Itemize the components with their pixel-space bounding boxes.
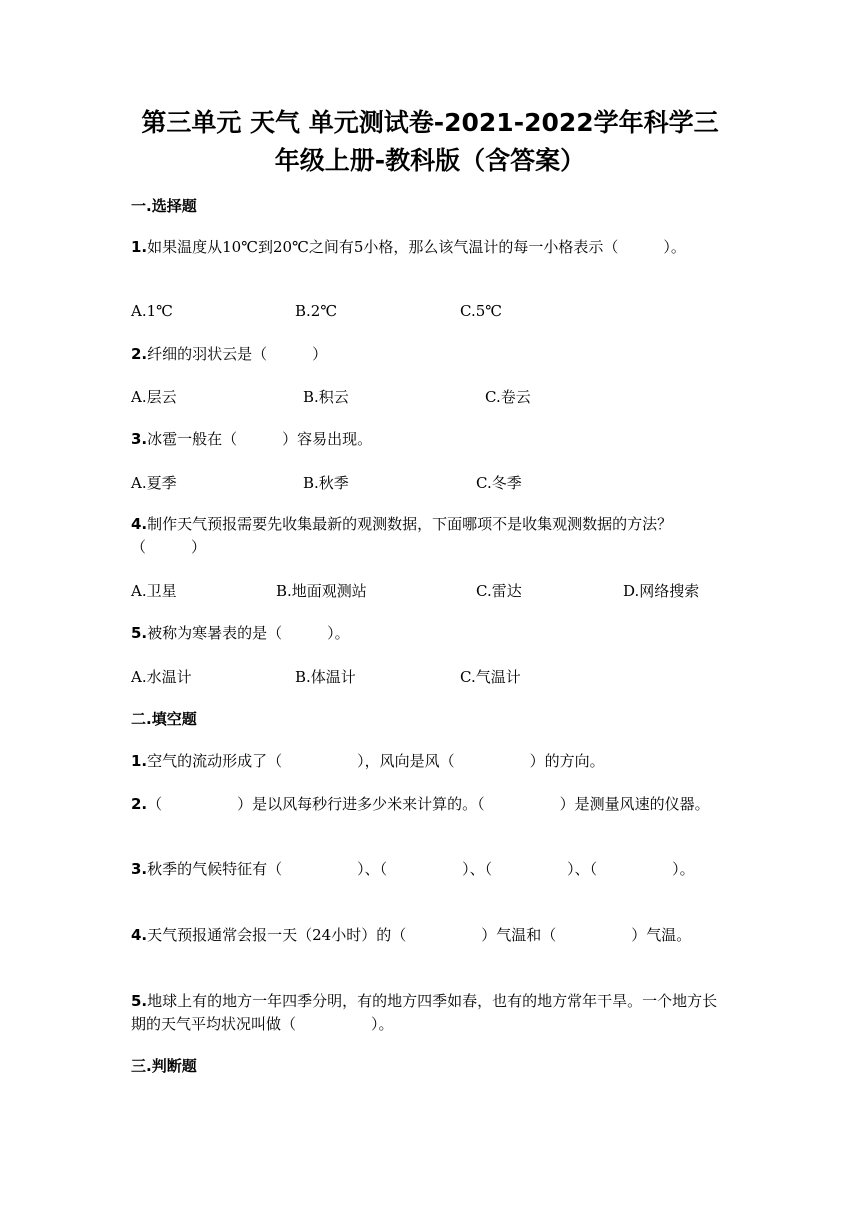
question-number: 4. bbox=[131, 515, 148, 533]
choice-question-4 bbox=[131, 513, 731, 559]
option-a: A.卫星 bbox=[131, 582, 177, 600]
title-line-1: 第三单元 天气 单元测试卷-2021-2022学年科学三 bbox=[141, 108, 719, 137]
question-text: 纤细的羽状云是（ ） bbox=[147, 345, 328, 363]
question-number: 1. bbox=[131, 238, 148, 256]
option-a: A.1℃ bbox=[131, 302, 173, 320]
section-heading-fill: 二.填空题 bbox=[131, 710, 197, 728]
fill-question-1 bbox=[131, 750, 731, 773]
title-line-2: 年级上册-教科版（含答案） bbox=[274, 146, 586, 175]
option-b: B.体温计 bbox=[295, 668, 356, 686]
question-number: 5. bbox=[131, 992, 148, 1010]
question-number: 3. bbox=[131, 860, 148, 878]
question-number: 5. bbox=[131, 624, 148, 642]
fill-question-2 bbox=[131, 793, 731, 816]
fill-question-5 bbox=[131, 990, 731, 1036]
option-c: C.气温计 bbox=[460, 668, 521, 686]
option-d: D.网络搜索 bbox=[623, 582, 700, 600]
option-c: C.卷云 bbox=[485, 388, 531, 406]
question-text: （ ）是以风每秒行进多少米来计算的。（ ）是测量风速的仪器。 bbox=[147, 795, 710, 813]
question-text: 冰雹一般在（ ）容易出现。 bbox=[147, 430, 373, 448]
page-title bbox=[70, 104, 790, 180]
choice-question-5 bbox=[131, 622, 731, 645]
choice-question-1 bbox=[131, 236, 731, 259]
question-text: 天气预报通常会报一天（24小时）的（ ）气温和（ ）气温。 bbox=[147, 926, 692, 944]
option-c: C.冬季 bbox=[476, 474, 522, 492]
section-heading-judge: 三.判断题 bbox=[131, 1057, 197, 1075]
option-b: B.秋季 bbox=[303, 474, 349, 492]
option-b: B.积云 bbox=[303, 388, 349, 406]
question-number: 1. bbox=[131, 752, 148, 770]
section-heading-choice: 一.选择题 bbox=[131, 197, 197, 215]
question-text: 制作天气预报需要先收集最新的观测数据，下面哪项不是收集观测数据的方法？（ ） bbox=[131, 515, 673, 556]
question-text: 空气的流动形成了（ ），风向是风（ ）的方向。 bbox=[147, 752, 605, 770]
question-text: 地球上有的地方一年四季分明，有的地方四季如春，也有的地方常年干旱。一个地方长期的天气平均状况叫做（ ）。 bbox=[131, 992, 718, 1033]
option-a: A.水温计 bbox=[131, 668, 192, 686]
fill-question-3 bbox=[131, 858, 731, 881]
question-text: 秋季的气候特征有（ ）、（ ）、（ ）、（ ）。 bbox=[147, 860, 695, 878]
fill-question-4 bbox=[131, 924, 731, 947]
question-number: 2. bbox=[131, 345, 148, 363]
option-c: C.雷达 bbox=[476, 582, 522, 600]
question-text: 被称为寒暑表的是（ ）。 bbox=[147, 624, 350, 642]
choice-question-3 bbox=[131, 428, 731, 451]
choice-question-2 bbox=[131, 343, 731, 366]
question-number: 2. bbox=[131, 795, 148, 813]
option-a: A.夏季 bbox=[131, 474, 177, 492]
question-number: 4. bbox=[131, 926, 148, 944]
option-a: A.层云 bbox=[131, 388, 177, 406]
question-text: 如果温度从10℃到20℃之间有5小格，那么该气温计的每一小格表示（ ）。 bbox=[147, 238, 686, 256]
option-c: C.5℃ bbox=[460, 302, 503, 320]
option-b: B.地面观测站 bbox=[276, 582, 367, 600]
option-b: B.2℃ bbox=[295, 302, 338, 320]
question-number: 3. bbox=[131, 430, 148, 448]
